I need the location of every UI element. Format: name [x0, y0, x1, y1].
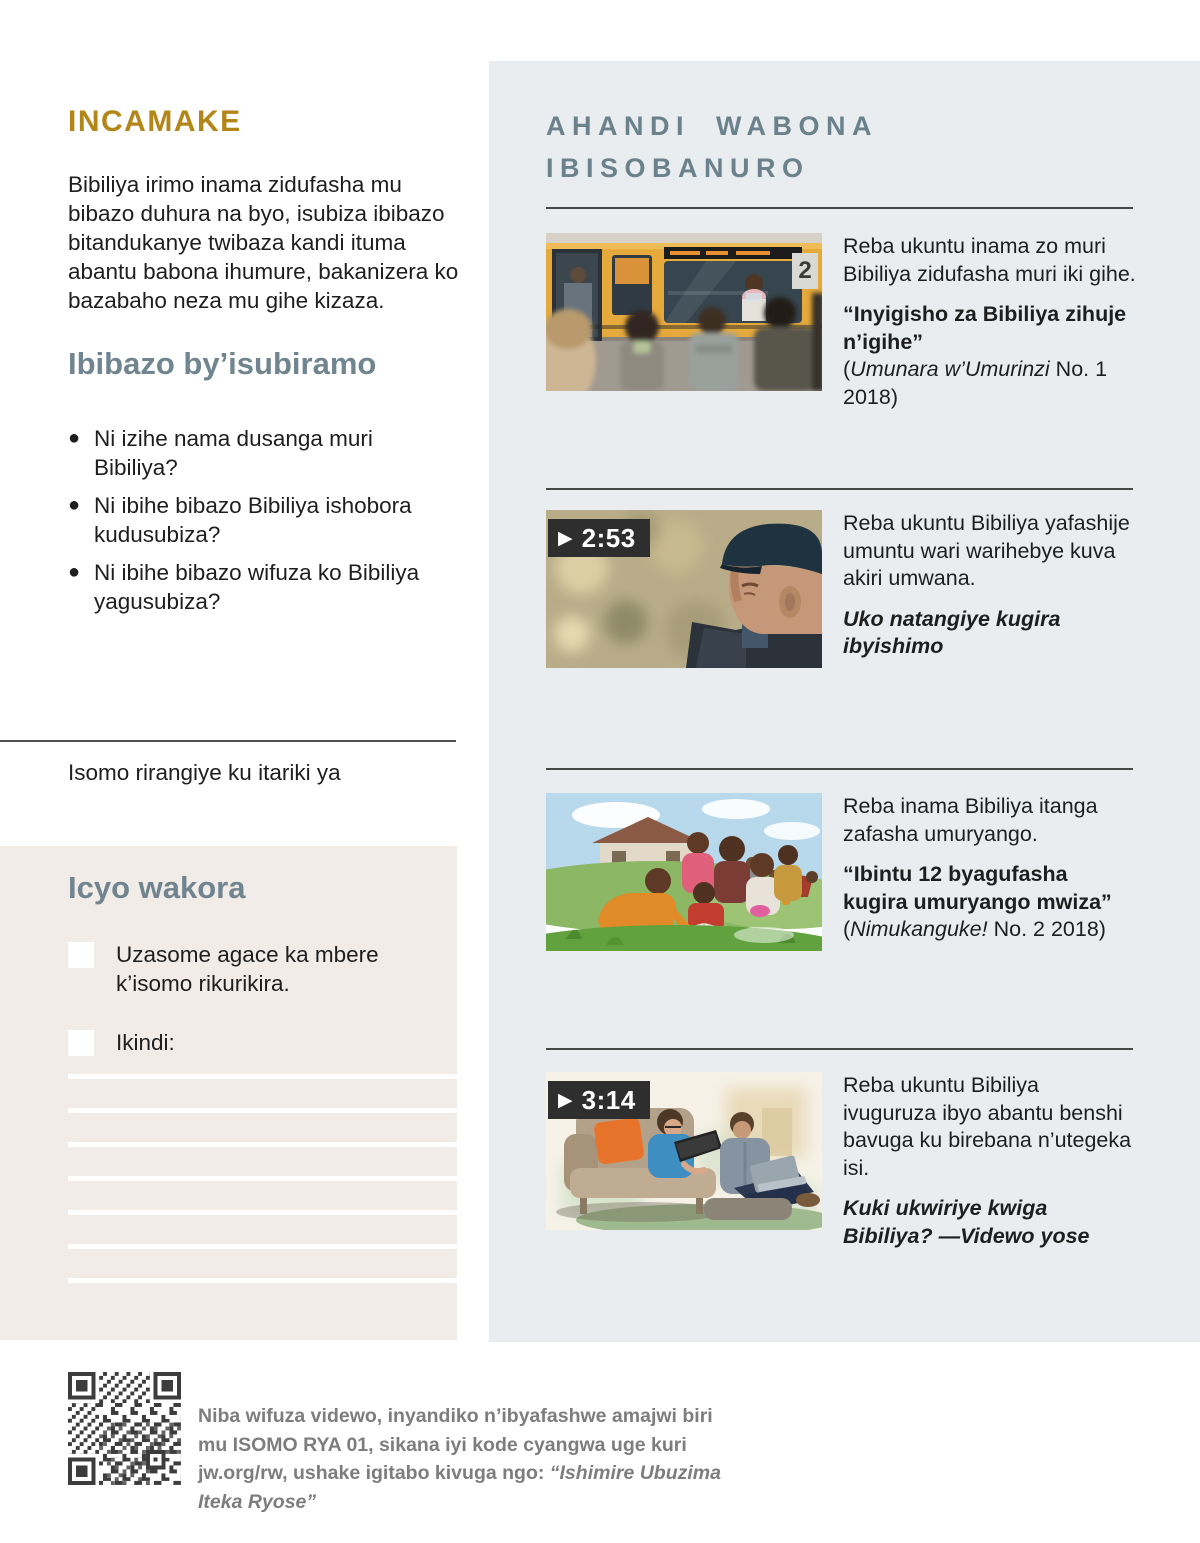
source-publication: Nimukanguke! [850, 917, 988, 941]
article-title: “Ibintu 12 byagufasha kugira umuryango mwiza” [843, 862, 1112, 914]
write-line[interactable] [68, 1278, 457, 1283]
video-duration: 2:53 [581, 522, 636, 553]
source-suffix: No. 1 2018) [843, 357, 1108, 409]
article-source [843, 356, 1138, 411]
divider [546, 207, 1133, 209]
checkbox[interactable] [68, 942, 94, 968]
video-title: Kuki ukwiriye kwiga Bibiliya? —Videwo yose [843, 1196, 1090, 1248]
media-description: Reba ukuntu Bibiliya ivuguruza ibyo abantu benshi bavuga ku birebana n’utegeka isi. [843, 1073, 1132, 1180]
footer-publication-title: “Ishimire Ubuzima Iteka Ryose” [198, 1462, 721, 1513]
todo-item [68, 940, 416, 998]
more-info-panel [489, 61, 1200, 1342]
article-title: “Inyigisho za Bibiliya zihuje n’igihe” [843, 302, 1127, 354]
todo-title: Icyo wakora [68, 870, 246, 905]
completion-date-label: Isomo rirangiye ku itariki ya [68, 760, 341, 785]
play-icon: ▶ [558, 527, 573, 549]
divider [0, 740, 456, 742]
bullet-icon: ● [68, 494, 81, 516]
write-line[interactable] [68, 1176, 457, 1181]
train-platform-photo [546, 233, 822, 391]
review-question [68, 491, 448, 549]
bullet-icon: ● [68, 427, 81, 449]
write-line[interactable] [68, 1142, 457, 1147]
review-question-text: Ni izihe nama dusanga muri Bibiliya? [94, 426, 373, 480]
play-icon: ▶ [558, 1089, 573, 1111]
media-item [546, 1072, 1146, 1250]
media-item [546, 510, 1146, 668]
todo-box [0, 846, 457, 1340]
todo-item [68, 1028, 416, 1057]
source-publication: Umunara w’Umurinzi [850, 357, 1050, 381]
media-description: Reba ukuntu Bibiliya yafashije umuntu wari warihebye kuva akiri umwana. [843, 511, 1130, 590]
video-duration: 3:14 [581, 1084, 636, 1115]
summary-text: Bibiliya irimo inama zidufasha mu bibazo duhura na byo, isubiza ibibazo bitandukanye twibaza kandi ituma abantu babona ihumure, bakanizera ko bazabaho neza mu gihe kizaza. [68, 172, 459, 313]
media-description: Reba inama Bibiliya itanga zafasha umuryango. [843, 794, 1098, 846]
source-suffix: No. 2 2018) [987, 917, 1106, 941]
video-duration-badge [548, 519, 650, 557]
family-illustration [546, 793, 822, 951]
media-text [843, 233, 1138, 411]
media-text [843, 1072, 1138, 1250]
write-line[interactable] [68, 1074, 457, 1079]
video-duration-badge [548, 1081, 650, 1119]
video-thumbnail-man-with-cap[interactable] [546, 510, 822, 668]
footer-note-text: Niba wifuza videwo, inyandiko n’ibyafashwe amajwi biri mu ISOMO RYA 01, sikana iyi kode cyangwa uge kuri jw.org/rw, ushake igitabo kivuga ngo: [198, 1405, 713, 1484]
review-questions-title: Ibibazo by’isubiramo [68, 346, 377, 381]
review-question-text: Ni ibihe bibazo wifuza ko Bibiliya yagusubiza? [94, 560, 420, 614]
footer-note [198, 1402, 723, 1516]
divider [546, 488, 1133, 490]
review-questions-list [68, 424, 448, 625]
divider [546, 1048, 1133, 1050]
media-text [843, 793, 1138, 951]
panel-title [546, 105, 878, 189]
write-line[interactable] [68, 1210, 457, 1215]
media-item [546, 793, 1146, 951]
todo-item-label: Ikindi: [116, 1030, 175, 1055]
review-question-text: Ni ibihe bibazo Bibiliya ishobora kudusubiza? [94, 493, 412, 547]
todo-item-label: Uzasome agace ka mbere k’isomo rikurikira. [116, 942, 379, 996]
panel-title-line1: AHANDI WABONA [546, 111, 878, 141]
bullet-icon: ● [68, 561, 81, 583]
write-lines [68, 1074, 457, 1312]
summary-title: INCAMAKE [68, 105, 242, 138]
source-prefix: ( [843, 917, 851, 941]
qr-code [68, 1372, 181, 1485]
media-description: Reba ukuntu inama zo muri Bibiliya zidufasha muri iki gihe. [843, 234, 1136, 286]
checkbox[interactable] [68, 1030, 94, 1056]
media-text [843, 510, 1138, 668]
source-prefix: ( [843, 357, 851, 381]
write-line[interactable] [68, 1244, 457, 1249]
review-question [68, 424, 448, 482]
panel-title-line2: IBISOBANURO [546, 153, 810, 183]
divider [546, 768, 1133, 770]
review-question [68, 558, 448, 616]
video-title: Uko natangiye kugira ibyishimo [843, 606, 1061, 658]
write-line[interactable] [68, 1108, 457, 1113]
media-item [546, 233, 1146, 411]
svg-text:2: 2 [798, 257, 812, 284]
article-title-and-source [843, 861, 1138, 944]
video-thumbnail-couple-studying[interactable] [546, 1072, 822, 1230]
